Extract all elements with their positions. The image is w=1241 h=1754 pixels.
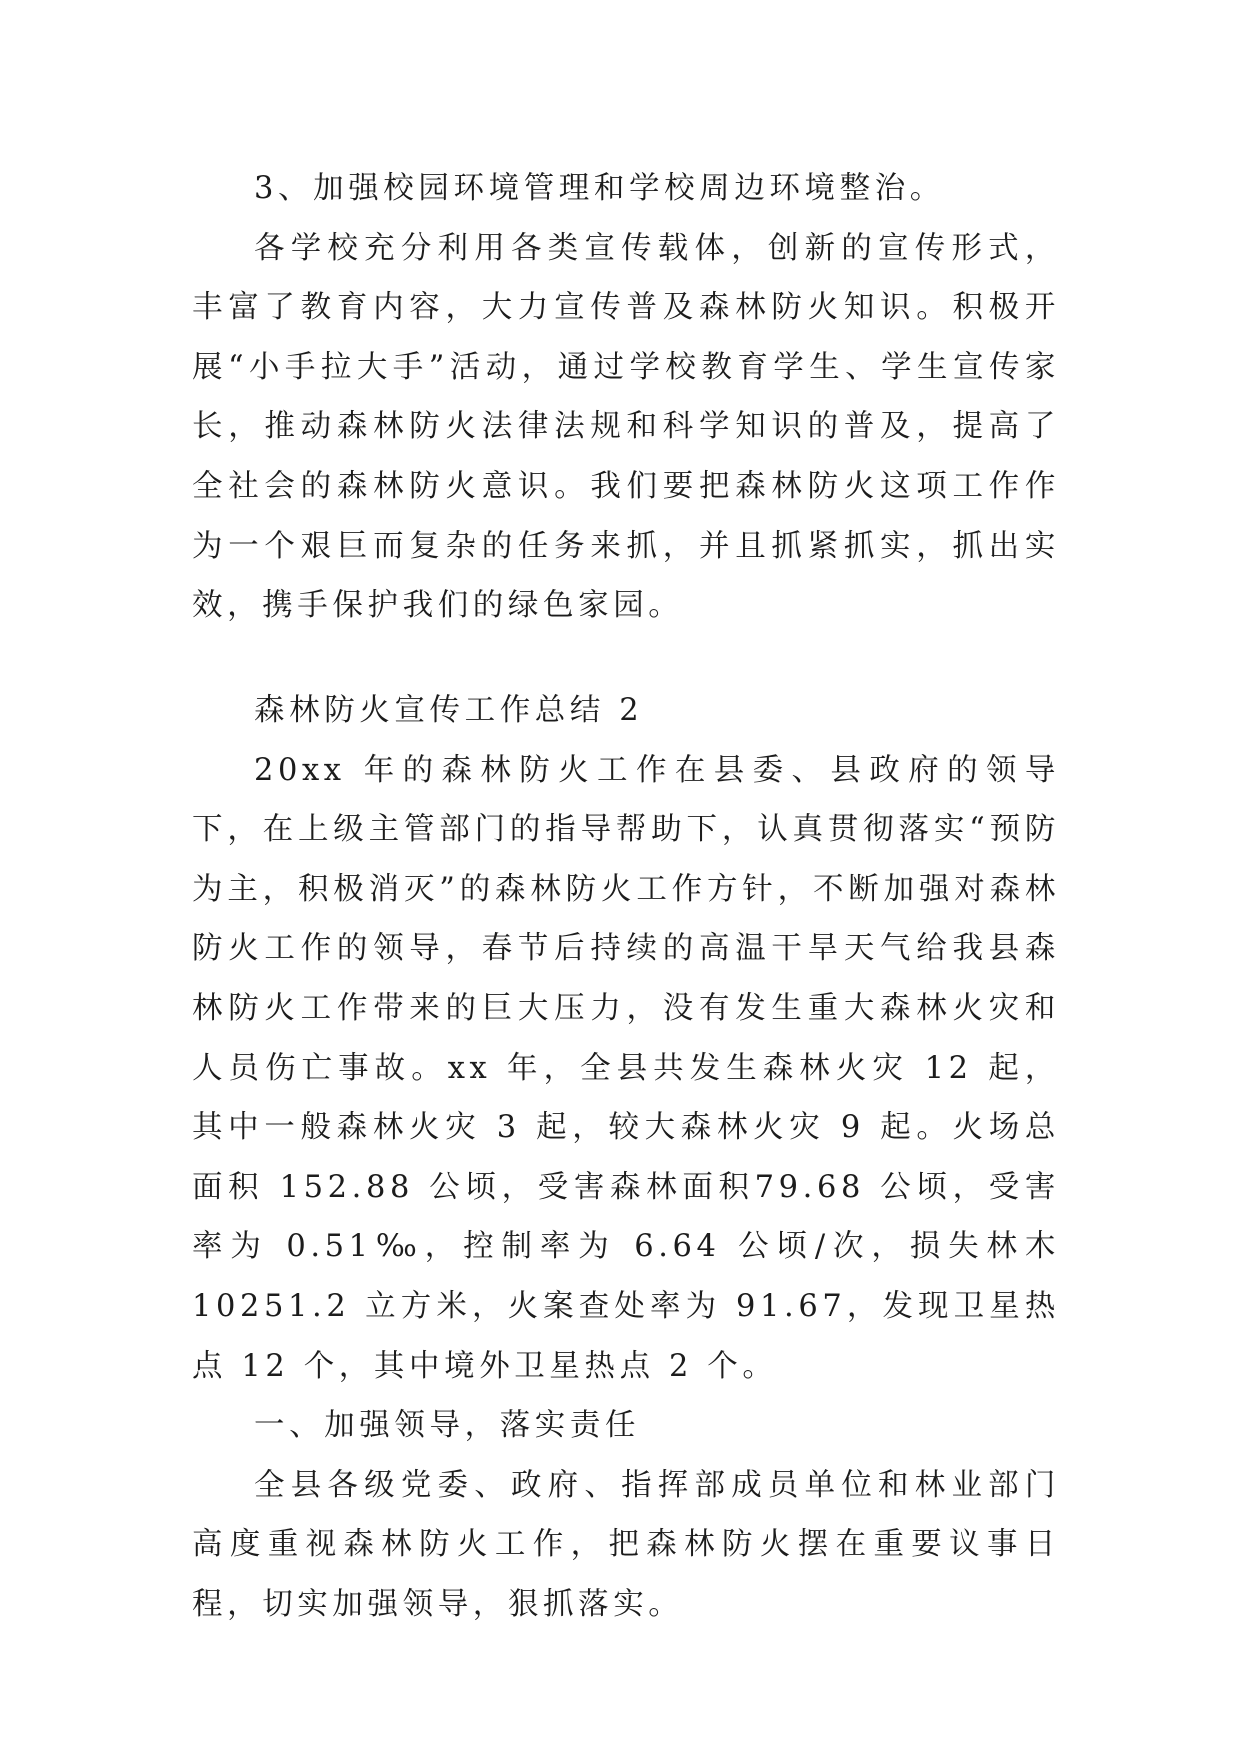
section-title: 森林防火宣传工作总结 2 bbox=[254, 693, 644, 728]
section-2-text bbox=[192, 681, 1060, 1635]
list-item-3: 3、加强校园环境管理和学校周边环境整治。 bbox=[254, 171, 945, 206]
body-paragraph: 各学校充分利用各类宣传载体，创新的宣传形式，丰富了教育内容，大力宣传普及森林防火知识。积极开展“小手拉大手”活动，通过学校教育学生、学生宣传家长，推动森林防火法律法规和科学知识的普及，提高了全社会的森林防火意识。我们要把森林防火这项工作作为一个艰巨而复杂的任务来抓，并且抓紧抓实，抓出实效，携手保护我们的绿色家园。 bbox=[192, 230, 1060, 624]
body-paragraph: 20xx 年的森林防火工作在县委、县政府的领导下，在上级主管部门的指导帮助下，认真贯彻落实“预防为主，积极消灭”的森林防火工作方针，不断加强对森林防火工作的领导，春节后持续的高温干旱天气给我县森林防火工作带来的巨大压力，没有发生重大森林火灾和人员伤亡事故。xx 年，全县共发生森林火灾 12 起，其中一般森林火灾 3 起，较大森林火灾 9 起。火场总面积 152.88 公顷，受害森林面积79.68 公顷，受害率为 0.51‰，控制率为 6.64 公顷/次，损失林木 10251.2 立方米，火案查处率为 91.67，发现卫星热点 12 个，其中境外卫星热点 2 个。 bbox=[192, 752, 1060, 1384]
body-paragraph: 全县各级党委、政府、指挥部成员单位和林业部门高度重视森林防火工作，把森林防火摆在重要议事日程，切实加强领导，狠抓落实。 bbox=[192, 1467, 1060, 1622]
section-heading: 一、加强领导，落实责任 bbox=[254, 1408, 641, 1444]
section-1-text bbox=[192, 159, 1060, 636]
